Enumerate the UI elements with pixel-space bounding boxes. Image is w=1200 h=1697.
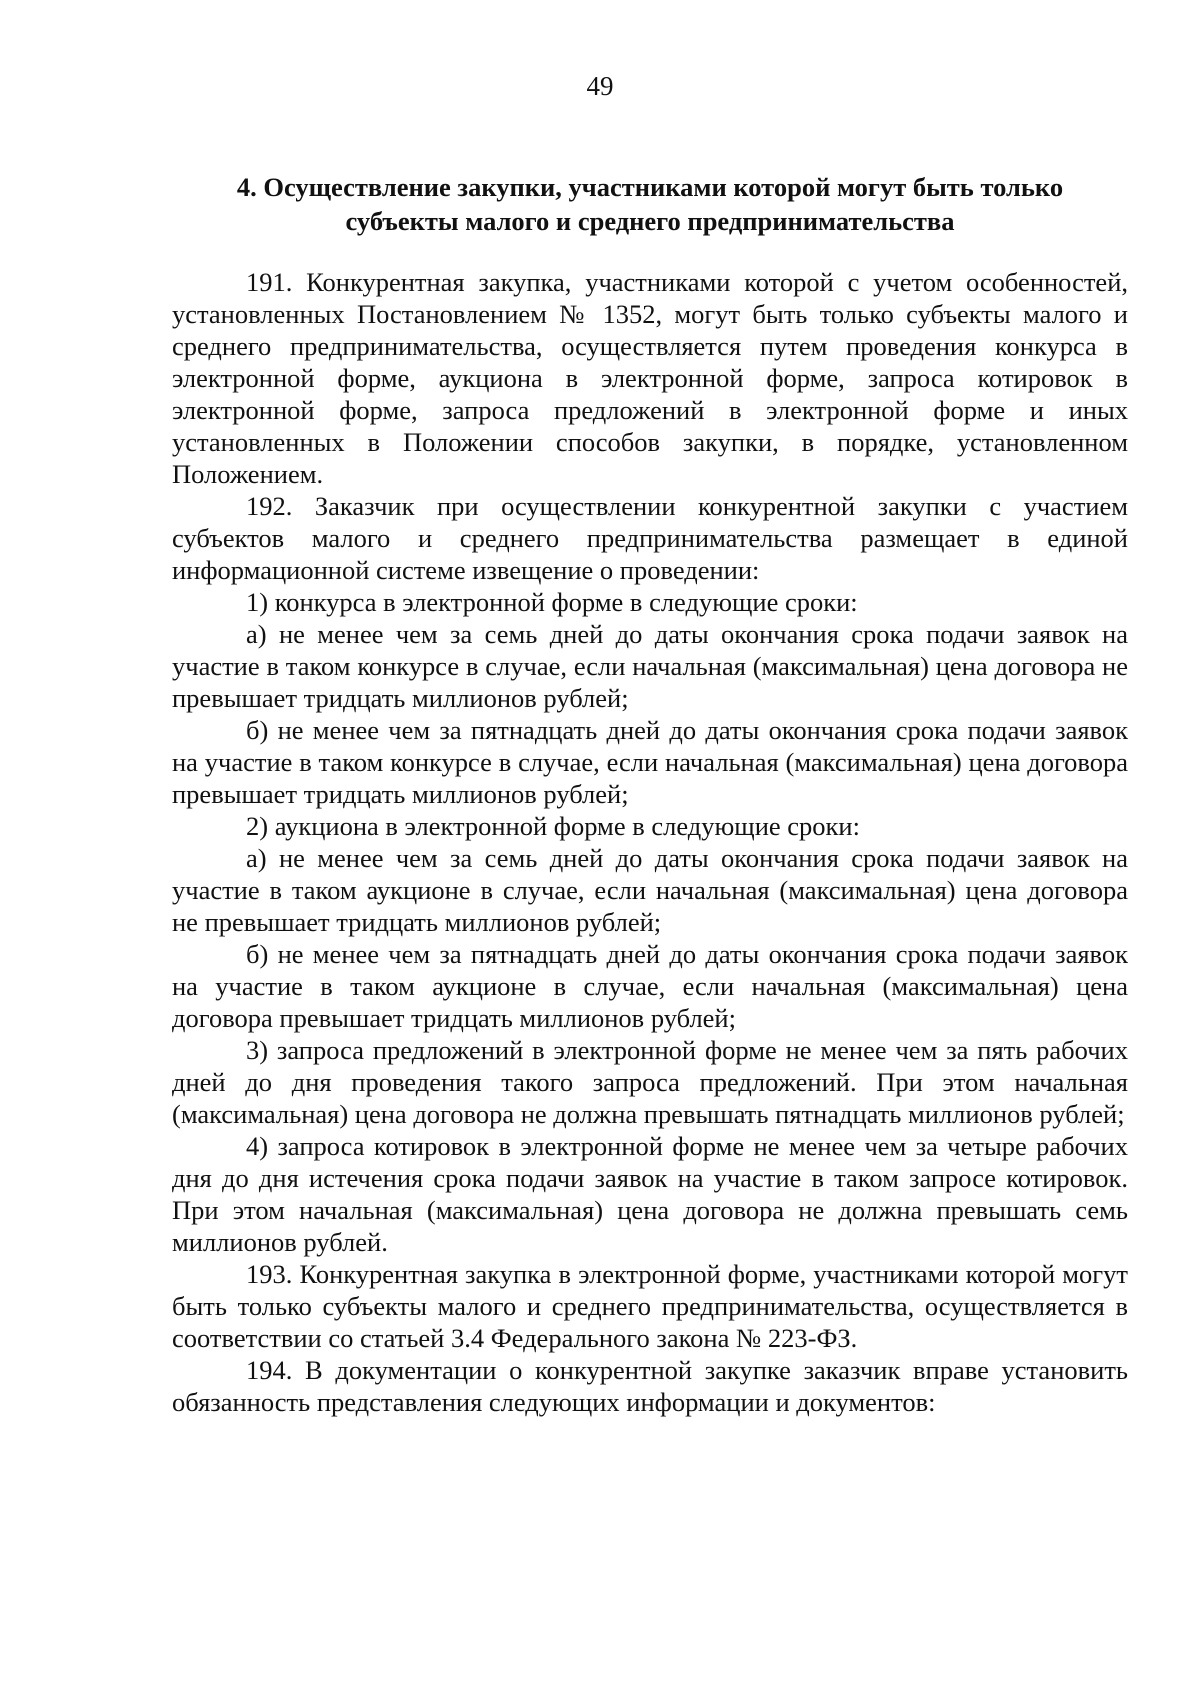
paragraph-192-item-2a: а) не менее чем за семь дней до даты окончания срока подачи заявок на участие в таком аукционе в случае, если начальная (максимальная) цена договора не превышает тридцать миллионов рублей; [172, 843, 1128, 937]
document-body [172, 266, 1128, 1418]
paragraph-194: 194. В документации о конкурентной закупке заказчик вправе установить обязанность представления следующих информации и документов: [172, 1355, 1128, 1417]
paragraph-192-item-3: 3) запроса предложений в электронной форме не менее чем за пять рабочих дней до дня проведения такого запроса предложений. При этом начальная (максимальная) цена договора не должна превышать пятнадцать миллионов рублей; [172, 1035, 1128, 1129]
page-number: 49 [586, 71, 614, 101]
paragraph-192-item-1: 1) конкурса в электронной форме в следующие сроки: [246, 587, 858, 617]
section-heading-line-1: 4. Осуществление закупки, участниками которой могут быть только [236, 172, 1064, 202]
paragraph-192-item-2b: б) не менее чем за пятнадцать дней до даты окончания срока подачи заявок на участие в таком аукционе в случае, если начальная (максимальная) цена договора превышает тридцать миллионов рублей; [172, 939, 1128, 1033]
section-heading-line-2: субъекты малого и среднего предпринимательства [345, 206, 955, 236]
paragraph-192-item-4: 4) запроса котировок в электронной форме не менее чем за четыре рабочих дня до дня истечения срока подачи заявок на участие в таком запросе котировок. При этом начальная (максимальная) цена договора не должна превышать семь миллионов рублей. [172, 1131, 1128, 1257]
paragraph-191: 191. Конкурентная закупка, участниками которой с учетом особенностей, установленных Постановлением № 1352, могут быть только субъекты малого и среднего предпринимательства, осуществляется путем проведения конкурса в электронной форме, аукциона в электронной форме, запроса котировок в электронной форме, запроса предложений в электронной форме и иных установленных в Положении способов закупки, в порядке, установленном Положением. [172, 267, 1128, 489]
paragraph-192: 192. Заказчик при осуществлении конкурентной закупки с участием субъектов малого и среднего предпринимательства размещает в единой информационной системе извещение о проведении: [172, 491, 1128, 585]
paragraph-192-item-1a: а) не менее чем за семь дней до даты окончания срока подачи заявок на участие в таком конкурсе в случае, если начальная (максимальная) цена договора не превышает тридцать миллионов рублей; [172, 619, 1128, 713]
paragraph-193: 193. Конкурентная закупка в электронной форме, участниками которой могут быть только субъекты малого и среднего предпринимательства, осуществляется в соответствии со статьей 3.4 Федерального закона № 223-ФЗ. [172, 1259, 1128, 1353]
section-heading [172, 170, 1128, 238]
paragraph-192-item-2: 2) аукциона в электронной форме в следующие сроки: [246, 811, 860, 841]
paragraph-192-item-1b: б) не менее чем за пятнадцать дней до даты окончания срока подачи заявок на участие в таком конкурсе в случае, если начальная (максимальная) цена договора превышает тридцать миллионов рублей; [172, 715, 1128, 809]
